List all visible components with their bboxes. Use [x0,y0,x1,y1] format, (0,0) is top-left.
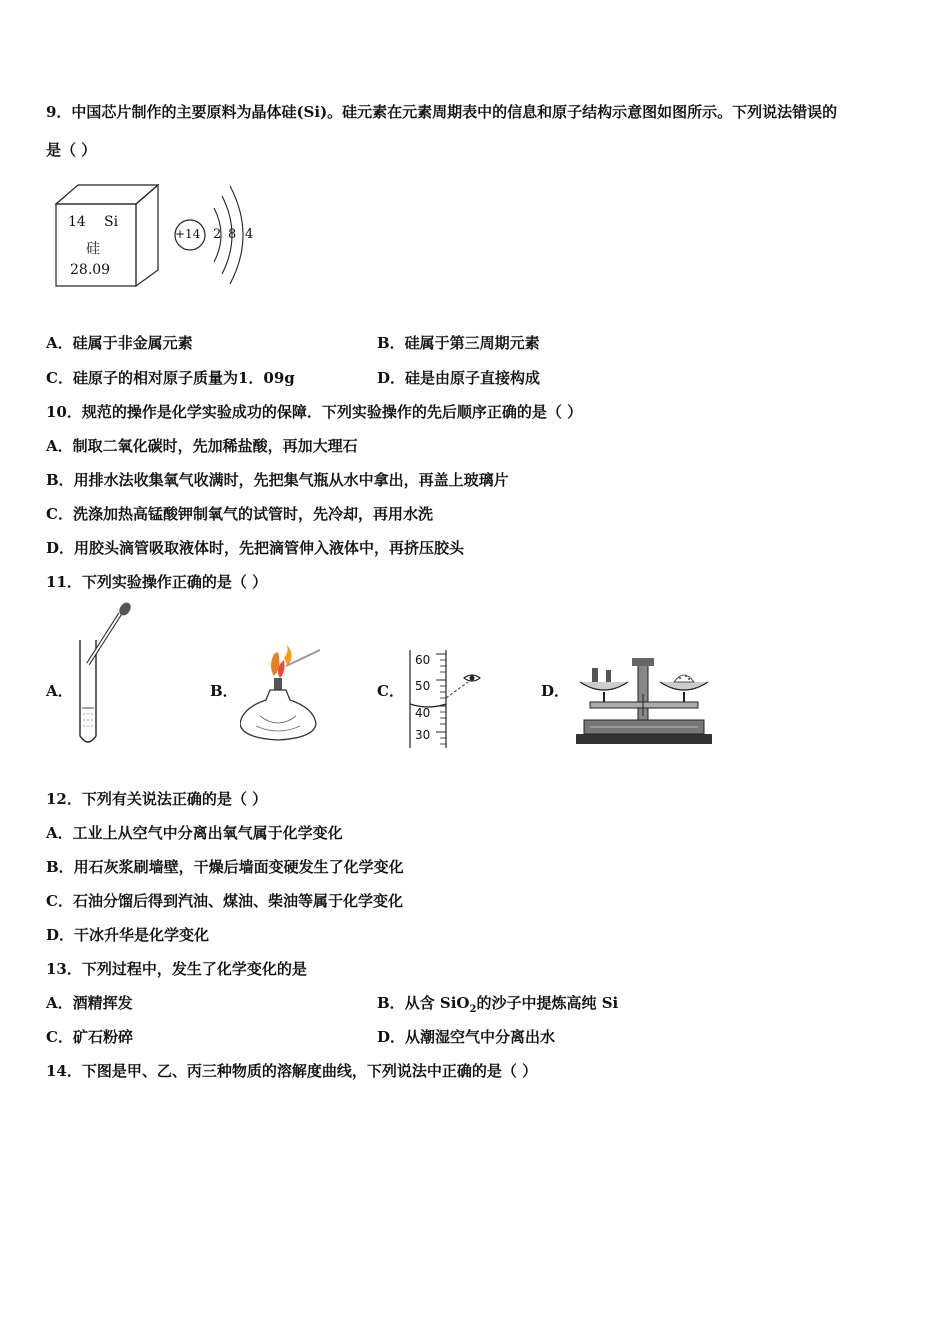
q13-option-d[interactable]: D．从潮湿空气中分离出水 [377,1028,556,1046]
q10-option-d[interactable]: D．用胶头滴管吸取液体时，先把滴管伸入液体中，再挤压胶头 [46,539,465,557]
cylinder-tick-30: 30 [415,728,431,742]
q9-option-d[interactable]: D．硅是由原子直接构成 [377,369,541,387]
element-name: 硅 [86,241,100,257]
cylinder-tick-40: 40 [415,706,431,720]
q11-option-b-label[interactable]: B． [210,682,238,700]
element-number: 14 [68,214,86,230]
shell-2-electrons: 8 [228,227,237,242]
alcohol-lamp-lighting-icon[interactable] [240,640,320,746]
shell-1-electrons: 2 [213,227,222,242]
cylinder-tick-60: 60 [415,653,431,667]
q10-option-b[interactable]: B．用排水法收集氧气收满时，先把集气瓶从水中拿出，再盖上玻璃片 [46,471,509,489]
cylinder-tick-50: 50 [415,679,431,693]
q13-option-c[interactable]: C．矿石粉碎 [46,1028,133,1046]
balance-scale-icon[interactable] [574,654,714,746]
q12-option-d[interactable]: D．干冰升华是化学变化 [46,926,210,944]
q12-option-a[interactable]: A．工业上从空气中分离出氧气属于化学变化 [46,824,343,842]
q11-option-c-label[interactable]: C． [377,682,404,700]
element-mass: 28.09 [70,262,111,278]
q12-option-b[interactable]: B．用石灰浆刷墙壁，干燥后墙面变硬发生了化学变化 [46,858,404,876]
q9-option-b[interactable]: B．硅属于第三周期元素 [377,334,540,352]
q11-option-a-label[interactable]: A． [46,682,73,700]
q12-stem: 12．下列有关说法正确的是（ ） [46,790,268,808]
q9-stem-line2: 是（ ） [46,141,97,159]
graduated-cylinder-reading-icon[interactable] [406,648,486,752]
q13-option-b[interactable] [377,993,618,1020]
q10-option-a[interactable]: A．制取二氧化碳时，先加稀盐酸，再加大理石 [46,437,358,455]
nucleus-charge: +14 [175,227,201,241]
q13-option-b-subscript: 2 [469,1004,477,1015]
q13-option-a[interactable]: A．酒精挥发 [46,994,133,1012]
element-symbol: Si [104,214,119,230]
q12-option-c[interactable]: C．石油分馏后得到汽油、煤油、柴油等属于化学变化 [46,892,403,910]
q13-stem: 13．下列过程中，发生了化学变化的是 [46,960,307,978]
shell-3-electrons: 4 [245,227,254,242]
atom-structure-diagram [170,178,260,290]
element-card [52,182,162,290]
q9-stem-line1: 9．中国芯片制作的主要原料为晶体硅(Si)。硅元素在元素周期表中的信息和原子结构示意图如图所示。下列说法错误的 [46,103,838,121]
q9-option-a[interactable]: A．硅属于非金属元素 [46,334,193,352]
q11-stem: 11．下列实验操作正确的是（ ） [46,573,268,591]
q10-option-c[interactable]: C．洗涤加热高锰酸钾制氧气的试管时，先冷却，再用水洗 [46,505,433,523]
dropper-in-test-tube-icon[interactable] [74,600,136,750]
q11-option-d-label[interactable]: D． [541,682,570,700]
q13-option-b-prefix: B．从含 SiO [377,994,470,1012]
q9-option-c[interactable]: C．硅原子的相对原子质量为1．09g [46,369,295,387]
q10-stem: 10．规范的操作是化学实验成功的保障．下列实验操作的先后顺序正确的是（ ） [46,403,583,421]
q14-stem: 14．下图是甲、乙、丙三种物质的溶解度曲线，下列说法中正确的是（ ） [46,1062,538,1080]
q13-option-b-suffix: 的沙子中提炼高纯 Si [476,994,619,1012]
